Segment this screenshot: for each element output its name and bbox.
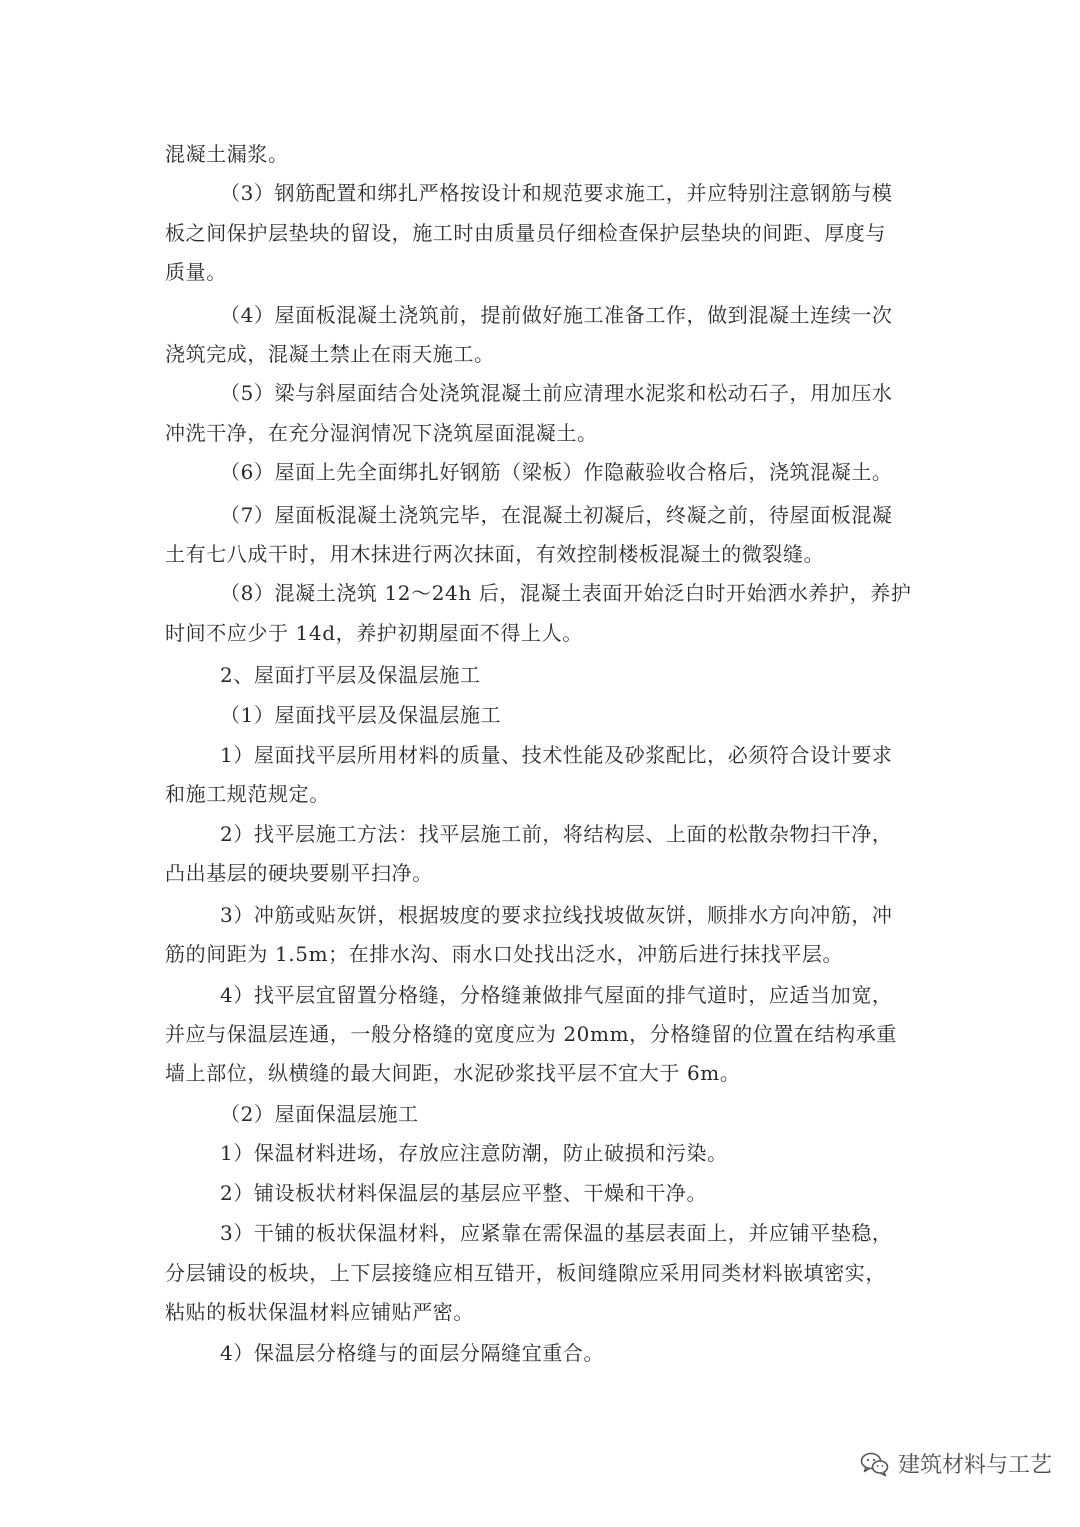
text-line: 和施工规范规定。 xyxy=(165,782,330,806)
text-line: 分层铺设的板块，上下层接缝应相互错开，板间缝隙应采用同类材料嵌填密实， xyxy=(165,1261,886,1285)
text-line: 2）找平层施工方法：找平层施工前，将结构层、上面的松散杂物扫干净， xyxy=(220,822,893,846)
text-line: 3）干铺的板状保温材料，应紧靠在需保温的基层表面上，并应铺平垫稳， xyxy=(220,1221,893,1245)
text-line: （3）钢筋配置和绑扎严格按设计和规范要求施工，并应特别注意钢筋与模 xyxy=(220,181,893,205)
text-line: 4）找平层宜留置分格缝，分格缝兼做排气屋面的排气道时，应适当加宽， xyxy=(220,983,893,1007)
text-line: （4）屋面板混凝土浇筑前，提前做好施工准备工作，做到混凝土连续一次 xyxy=(220,303,893,327)
subsection-heading: （1）屋面找平层及保温层施工 xyxy=(220,703,502,727)
text-line: （5）梁与斜屋面结合处浇筑混凝土前应清理水泥浆和松动石子，用加压水 xyxy=(220,381,893,405)
text-line: 2）铺设板状材料保温层的基层应平整、干燥和干净。 xyxy=(220,1181,708,1205)
text-line: 冲洗干净，在充分湿润情况下浇筑屋面混凝土。 xyxy=(165,421,598,445)
text-line: 1）屋面找平层所用材料的质量、技术性能及砂浆配比，必须符合设计要求 xyxy=(220,743,893,767)
subsection-heading: （2）屋面保温层施工 xyxy=(220,1102,419,1126)
text-line: 筋的间距为 1.5m；在排水沟、雨水口处找出泛水，冲筋后进行抹找平层。 xyxy=(165,942,844,966)
text-line: 3）冲筋或贴灰饼，根据坡度的要求拉线找坡做灰饼，顺排水方向冲筋，冲 xyxy=(220,903,893,927)
text-line: （6）屋面上先全面绑扎好钢筋（梁板）作隐蔽验收合格后，浇筑混凝土。 xyxy=(220,460,893,484)
section-heading: 2、屋面打平层及保温层施工 xyxy=(220,663,481,687)
text-line: 粘贴的板状保温材料应铺贴严密。 xyxy=(165,1300,474,1324)
text-line: 时间不应少于 14d，养护初期屋面不得上人。 xyxy=(165,621,583,645)
text-line: 土有七八成干时，用木抹进行两次抹面，有效控制楼板混凝土的微裂缝。 xyxy=(165,542,825,566)
text-line: 浇筑完成，混凝土禁止在雨天施工。 xyxy=(165,342,495,366)
text-line: 4）保温层分格缝与的面层分隔缝宜重合。 xyxy=(220,1341,605,1365)
text-line: （7）屋面板混凝土浇筑完毕，在混凝土初凝后，终凝之前，待屋面板混凝 xyxy=(220,503,893,527)
text-line: 混凝土漏浆。 xyxy=(165,142,289,166)
wechat-icon xyxy=(860,1451,890,1477)
text-line: 板之间保护层垫块的留设，施工时由质量员仔细检查保护层垫块的间距、厚度与 xyxy=(165,221,886,245)
text-line: 并应与保温层连通，一般分格缝的宽度应为 20mm，分格缝留的位置在结构承重 xyxy=(165,1022,897,1046)
watermark-text: 建筑材料与工艺 xyxy=(897,1453,1052,1478)
text-line: 凸出基层的硬块要剔平扫净。 xyxy=(165,861,433,885)
text-line: 质量。 xyxy=(165,260,227,284)
text-line: 墙上部位，纵横缝的最大间距，水泥砂浆找平层不宜大于 6m。 xyxy=(165,1061,741,1085)
text-line: （8）混凝土浇筑 12～24h 后，混凝土表面开始泛白时开始洒水养护，养护 xyxy=(220,581,912,605)
watermark xyxy=(860,1448,1052,1479)
text-line: 1）保温材料进场，存放应注意防潮，防止破损和污染。 xyxy=(220,1141,728,1165)
